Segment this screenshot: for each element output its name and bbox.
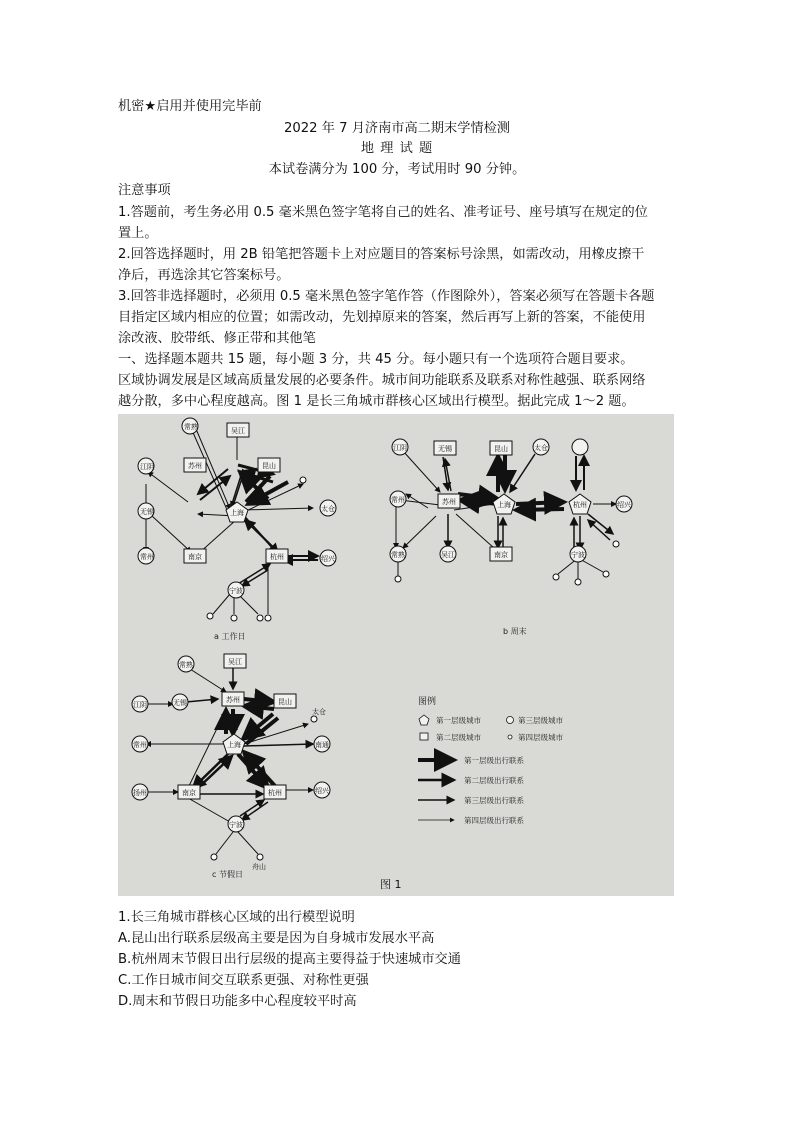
node-label: 绍兴 xyxy=(315,787,329,795)
node-label: 无锡 xyxy=(173,699,187,707)
node-label: 绍兴 xyxy=(617,501,631,509)
node-label: 杭州 xyxy=(268,789,282,797)
legend-level1-city-icon xyxy=(419,715,429,725)
notes-line: 目指定区域内相应的位置；如需改动，先划掉原来的答案，然后再写上新的答案，不能使用 xyxy=(118,310,646,325)
panel-b-labels xyxy=(391,443,632,636)
legend-title: 图例 xyxy=(418,697,437,707)
node-label: 昆山 xyxy=(262,462,276,470)
node-label: 绍兴 xyxy=(321,555,335,563)
legend-label: 第三层级出行联系 xyxy=(464,796,524,805)
node-label: 太仓 xyxy=(312,708,326,716)
node-label: 常熟 xyxy=(184,423,198,431)
legend-label: 第二层级城市 xyxy=(436,733,481,742)
node-label: 上海 xyxy=(230,509,244,517)
legend-label: 第一层级城市 xyxy=(436,716,481,725)
node-label: 吴江 xyxy=(228,658,242,666)
node-label: 江阴 xyxy=(133,701,147,709)
legend-label: 第二层级出行联系 xyxy=(464,776,524,785)
node-label: 昆山 xyxy=(278,698,292,706)
node-label: 昆山 xyxy=(494,445,508,453)
figure-1 xyxy=(118,414,674,896)
node-label: 江阴 xyxy=(393,444,407,452)
option-a: A.昆山出行联系层级高主要是因为自身城市发展水平高 xyxy=(118,931,435,946)
node-label: 南京 xyxy=(494,551,508,559)
node-label: 宁波 xyxy=(229,821,243,829)
section-intro: 区域协调发展是区域高质量发展的必要条件。城市间功能联系及联系对称性越强、联系网络 xyxy=(118,373,646,388)
node-label: 上海 xyxy=(497,501,511,509)
notes-line: 净后，再选涂其它答案标号。 xyxy=(118,268,290,283)
notes-heading: 注意事项 xyxy=(118,183,171,198)
node-label: 江阴 xyxy=(140,463,154,471)
score-info: 本试卷满分为 100 分，考试用时 90 分钟。 xyxy=(268,162,526,177)
figure-caption: 图 1 xyxy=(380,878,402,891)
legend-level3-city-icon xyxy=(507,717,514,724)
node-label: 无锡 xyxy=(438,445,452,453)
node-label: 苏州 xyxy=(442,498,456,506)
node-label: 苏州 xyxy=(188,462,202,470)
node-label: 南通 xyxy=(315,741,329,749)
notes-line: 涂改液、胶带纸、修正带和其他笔 xyxy=(118,331,316,346)
notes-line: 3.回答非选择题时，必须用 0.5 毫米黑色签字笔作答（作图除外），答案必须写在答题卡各题 xyxy=(118,289,655,304)
legend-level4-city-icon xyxy=(508,735,512,739)
node-label: 舟山 xyxy=(252,863,266,871)
panel-label: b 周末 xyxy=(503,627,527,636)
node-label: 南京 xyxy=(188,553,202,561)
legend-label: 第三层级城市 xyxy=(518,716,563,725)
node-label: 宁波 xyxy=(229,587,243,595)
panel-label: a 工作日 xyxy=(214,632,246,641)
node-label: 常熟 xyxy=(391,551,405,559)
node-label: 无锡 xyxy=(140,508,154,516)
panel-b-nodes xyxy=(390,439,632,585)
figure-legend xyxy=(418,695,563,825)
option-c: C.工作日城市间交互联系更强、对称性更强 xyxy=(118,973,369,988)
notes-line: 1.答题前，考生务必用 0.5 毫米黑色签字笔将自己的姓名、准考证号、座号填写在规定的位 xyxy=(118,205,648,220)
legend-label: 第四层级城市 xyxy=(518,733,563,742)
notes-line: 2.回答选择题时，用 2B 铅笔把答题卡上对应题目的答案标号涂黑，如需改动，用橡皮擦干 xyxy=(118,247,645,262)
node-label: 太仓 xyxy=(534,444,548,452)
legend-label: 第一层级出行联系 xyxy=(464,756,524,765)
node-label: 常熟 xyxy=(179,661,193,669)
node-label: 南京 xyxy=(182,789,196,797)
legend-level2-city-icon xyxy=(420,733,428,740)
notes-line: 置上。 xyxy=(118,226,158,241)
section-title: 一、选择题本题共 15 题，每小题 3 分，共 45 分。每小题只有一个选项符合题目要求。 xyxy=(118,352,634,367)
node-label: 杭州 xyxy=(270,553,284,561)
node-label: 杭州 xyxy=(573,501,587,509)
subject-title: 地 理 试 题 xyxy=(360,141,434,156)
panel-label: c 节假日 xyxy=(212,870,243,879)
option-d: D.周末和节假日功能多中心程度较平时高 xyxy=(118,994,357,1009)
node-label: 宁波 xyxy=(571,551,585,559)
node-label: 常州 xyxy=(391,496,405,504)
node-label: 苏州 xyxy=(226,696,240,704)
section-intro: 越分散，多中心程度越高。图 1 是长三角城市群核心区域出行模型。据此完成 1～2 题。 xyxy=(118,394,635,409)
panel-c-labels xyxy=(133,657,330,879)
node-label: 吴江 xyxy=(231,427,245,435)
node-label: 常州 xyxy=(133,741,147,749)
exam-title: 2022 年 7 月济南市高二期末学情检测 xyxy=(284,121,510,136)
node-label: 扬州 xyxy=(133,789,147,797)
node-label: 上海 xyxy=(227,741,241,749)
option-b: B.杭州周末节假日出行层级的提高主要得益于快速城市交通 xyxy=(118,952,461,967)
node-label: 太仓 xyxy=(321,505,335,513)
node-label: 常州 xyxy=(140,553,154,561)
node-label: 吴江 xyxy=(441,551,455,559)
question-stem: 1.长三角城市群核心区域的出行模型说明 xyxy=(118,910,355,925)
secret-mark: 机密★启用并使用完毕前 xyxy=(118,99,262,114)
legend-label: 第四层级出行联系 xyxy=(464,816,524,825)
